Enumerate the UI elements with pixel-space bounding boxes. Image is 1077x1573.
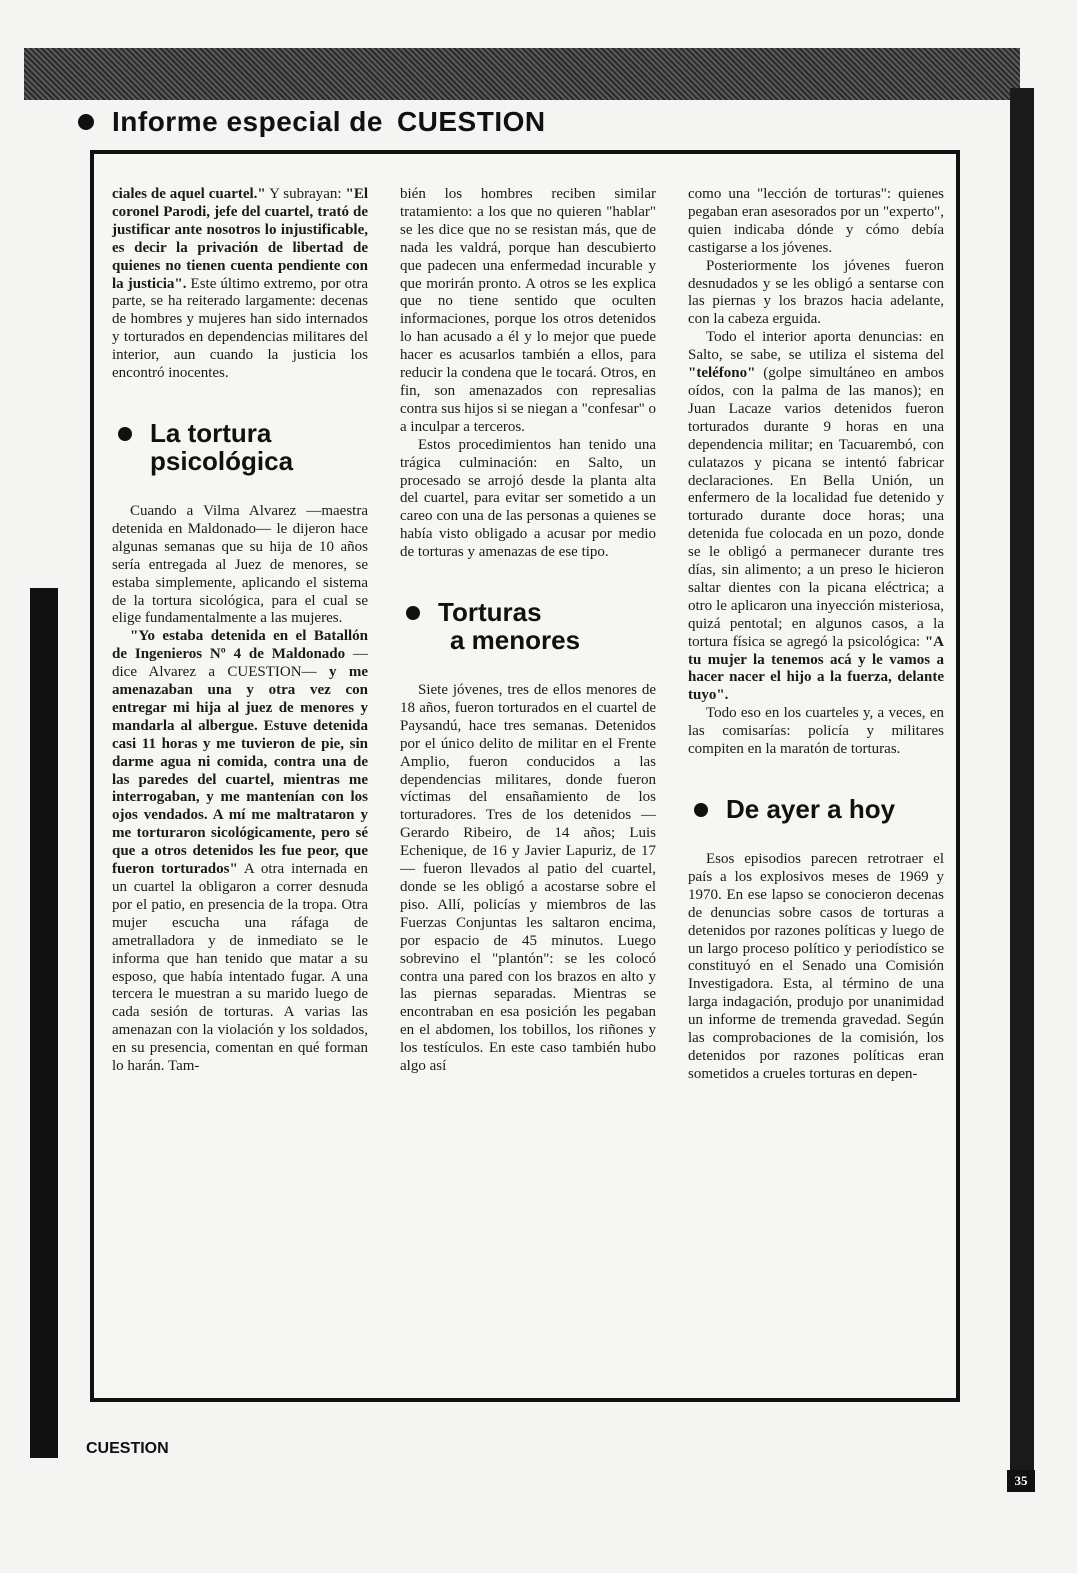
col1-p3-attribution: —dice Alvarez a CUESTION— <box>112 646 368 681</box>
column-1 <box>112 186 368 1076</box>
col1-paragraph-1 <box>112 186 368 383</box>
bullet-icon <box>694 803 708 817</box>
top-texture-band <box>24 48 1020 100</box>
subhead-line-2: psicológica <box>150 445 294 476</box>
col3-p3-bold: "teléfono" <box>688 365 756 382</box>
column-3 <box>688 186 944 1084</box>
col2-paragraph-1: bién los hombres reciben similar tratamiento: a los que no quieren "hablar" se les dice que no se resistan más, que de nada les valdrá, porque han descubierto que padecen una enfermedad incurable y que morirán pronto. A otros se les explica que no tiene sentido que oculten informaciones, porque los otros detenidos lo han acusado a él y lo mejor que puede hacer es acusarlos también a ellos, para reducir la condena que le tocará. Otros, en fin, son amenazados con represalias contra sus hijos si se niegan a "confesar" o a inculpar a terceros. <box>400 186 656 435</box>
subhead-line-1: Torturas <box>438 597 542 628</box>
col3-paragraph-5: Esos episodios parecen retrotraer el país a los explosivos meses de 1969 y 1970. En ese lapso se conocieron decenas de denuncias sobre casos de torturas a detenidos por razones políticas y luego de un largo proceso político y periodístico se constituyó en el Senado una Comisión Investigadora. Esta, al término de una larga indagación, produjo por unanimidad un informe de tremenda gravedad. Según las comprobaciones de la comisión, los detenidos por razones políticas eran sometidos a crueles torturas en depen- <box>688 851 944 1082</box>
col1-p3-rest: A otra internada en un cuartel la obligaron a correr desnuda por el patio, en presencia de la tropa. Otra mujer escucha una ráfaga de ametralladora y de inmediato se le informa que han tenido que matar a su esposo, que había intentado fugar. A una tercera le muestran a su marido luego de cada sesión de torturas. A varias las amenazan con la violación y los soldados, en su presencia, comentan en qué forman lo harán. Tam- <box>112 861 368 1075</box>
col1-p1-bold: ciales de aquel cuartel." <box>112 186 266 202</box>
subhead-tortura-psicologica <box>112 419 368 475</box>
col3-paragraph-1: como una "lección de torturas": quienes pegaban eran asesorados por un "experto", quien indicaba dónde y cómo debía castigarse a los jóvenes. <box>688 186 944 256</box>
col3-paragraph-4: Todo eso en los cuarteles y, a veces, en las comisarías: policía y militares compiten en la maratón de torturas. <box>688 705 944 758</box>
col2-paragraph-2: Estos procedimientos han tenido una trágica culminación: en Salto, un procesado se arrojó desde la planta alta del cuartel, para evitar ser sometido a un careo con una de las personas a quienes se había visto obligado a acusar por medio de torturas y amenazas de ese tipo. <box>400 436 656 561</box>
page-number: 35 <box>1007 1470 1035 1492</box>
col3-p3-a: Todo el interior aporta denuncias: en Salto, se sabe, se utiliza el sistema del <box>688 329 944 364</box>
header-title <box>112 106 546 138</box>
subhead-line-1: La tortura <box>150 417 272 448</box>
bullet-icon <box>78 114 94 130</box>
subhead-torturas-menores <box>400 598 656 654</box>
col1-paragraph-2: Cuando a Vilma Alvarez —maestra detenida en Maldonado— le dijeron hace algunas semanas que su hija de 10 años sería entregada al Juez de menores, se estaba simplemente, aplicando el sistema de la tortura sicológica, para el cual se elige fundamentalmente a las mujeres. <box>112 502 368 627</box>
bullet-icon <box>406 606 420 620</box>
bullet-icon <box>118 427 132 441</box>
subhead-de-ayer-a-hoy <box>688 795 944 823</box>
col3-p3-quote: "A tu mujer la tenemos acá y le vamos a hacer nacer el hijo a la fuerza, delante tuyo". <box>688 633 944 704</box>
right-edge-strip <box>1010 88 1034 1488</box>
col1-p1-text: Y subrayan: <box>269 186 342 202</box>
col1-p1-quote: "El coronel Parodi, jefe del cuartel, trató de justificar ante nosotros lo injustificable, es decir la privación de libertad de quienes no tienen cuenta pendiente con la justicia". <box>112 186 368 292</box>
col3-p3-b: (golpe simultáneo en ambos oídos, con la palma de las manos); en Juan Lacaze varios detenidos fueron torturados durante 9 horas en una dependencia militar; en Tacuarembó, con culatazos y picana se intentó fabricar declaraciones. En Bella Unión, un enfermero de la localidad fue detenido y torturado durante doce horas; una detenida fue colocada en un pozo, donde se le obligó a permanecer durante tres días, sin alimento; a un preso le hicieron saltar dientes con la picana eléctrica; a otro le aplicaron una inyección misteriosa, quizá pentotal; en algunos casos, a la tortura física se agregó la psicológica: <box>688 365 944 650</box>
left-edge-strip <box>30 588 58 1458</box>
header-brand: CUESTION <box>396 106 546 137</box>
section-header <box>78 100 988 144</box>
col1-p3-quote-b: y me amenazaban una y otra vez con entregar mi hija al juez de menores y mandarla al albergue. Estuve detenida casi 11 horas y me tuvieron de pie, sin darme agua ni comida, contra una de las paredes del cuartel, mientras me interrogaban, y me mantenían con los ojos vendados. A mí me maltrataron y me torturaron sicológicamente, pero sé que a otros detenidos les fue peor, que fueron torturados" <box>112 664 369 878</box>
subhead-text: De ayer a hoy <box>726 794 896 824</box>
col3-paragraph-3 <box>688 329 944 705</box>
col1-paragraph-3 <box>112 628 368 1076</box>
col1-p1-rest: Este último extremo, por otra parte, se ha reiterado largamente: decenas de hombres y mujeres han sido internados y torturados en dependencias militares del interior, aun cuando la justicia los encontró inocentes. <box>112 275 368 382</box>
col2-paragraph-3: Siete jóvenes, tres de ellos menores de 18 años, fueron torturados en el cuartel de Paysandú, hace tres semanas. Detenidos por el único delito de militar en el Frente Amplio, fueron conducidos a las dependencias militares, donde fueron víctimas del ensañamiento de los torturadores. Tres de los detenidos —Gerardo Ribeiro, de 14 años; Luis Echenique, de 16 y Javier Lapuriz, de 17— fueron llevados al patio del cuartel, donde se les obligó a acostarse sobre el piso. Allí, policías y miembros de las Fuerzas Conjuntas les saltaron encima, por espacio de 45 minutos. Luego sobrevino el "plantón": se les colocó contra una pared con los brazos en alto y las piernas separadas. Mientras se encontraban en esa posición les pegaban en el abdomen, los tobillos, los riñones y los testículos. En este caso también hubo algo así <box>400 682 656 1075</box>
column-2 <box>400 186 656 1076</box>
subhead-line-2: a menores <box>450 625 581 656</box>
col1-p3-quote-a: "Yo estaba detenida en el Batallón de Ingenieros Nº 4 de Maldonado <box>112 628 368 663</box>
header-section-label: Informe especial de <box>112 106 383 137</box>
col3-paragraph-2: Posteriormente los jóvenes fueron desnudados y se les obligó a sentarse con las piernas y los brazos hacia adelante, con la cabeza erguida. <box>688 257 944 328</box>
footer-brand: CUESTION <box>86 1440 169 1457</box>
